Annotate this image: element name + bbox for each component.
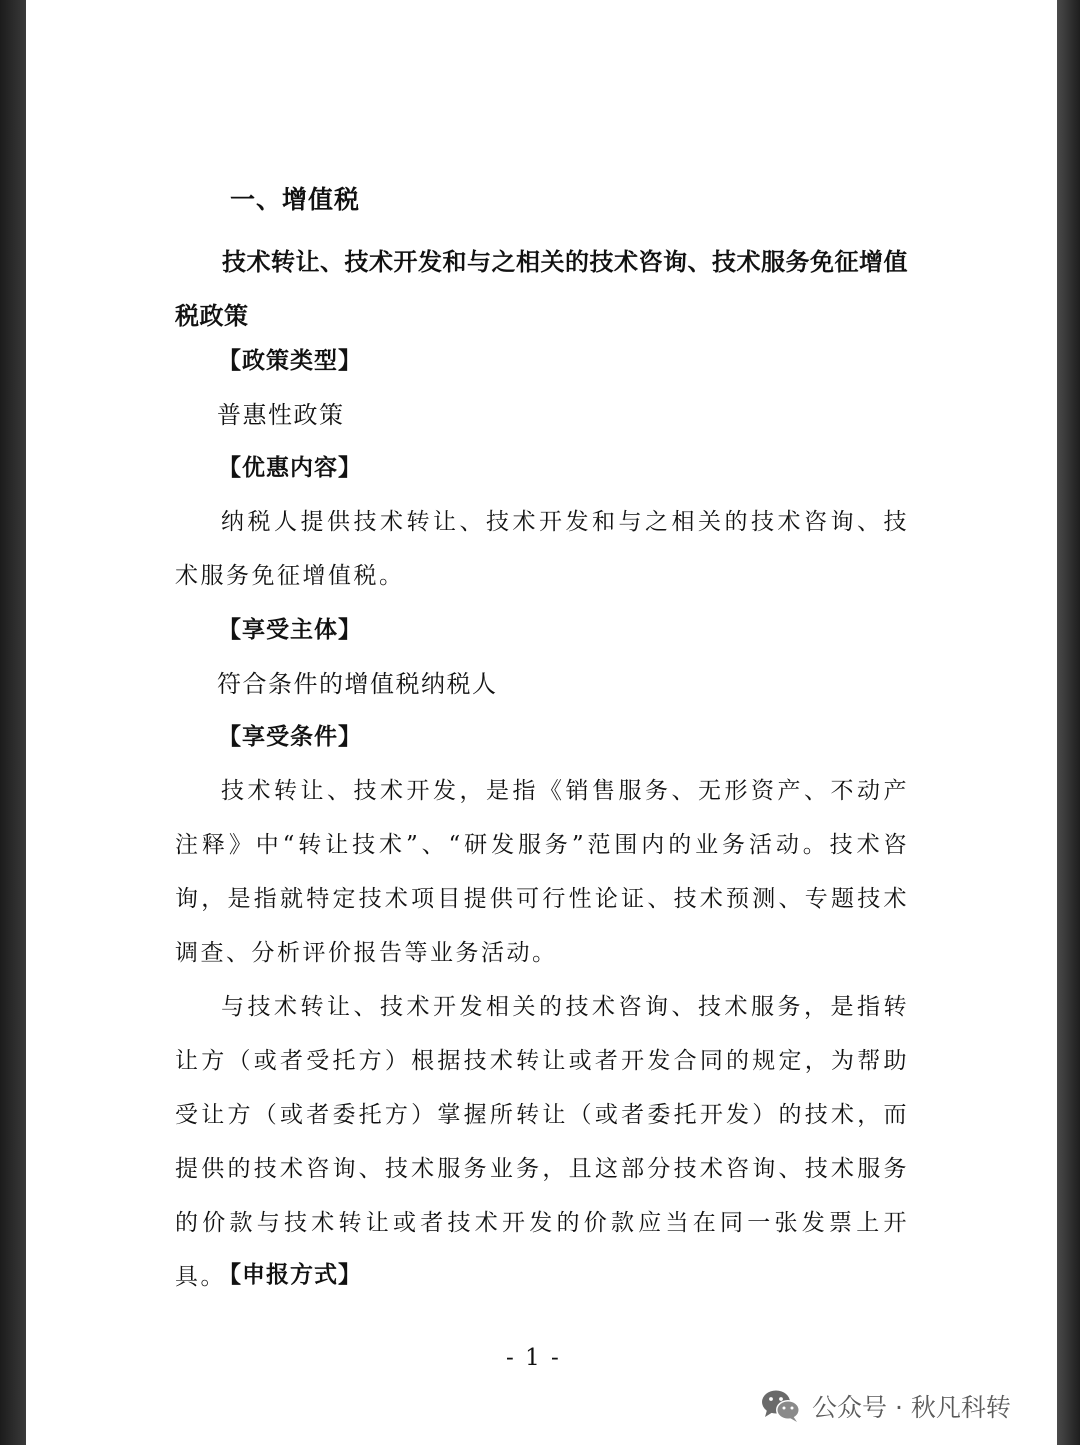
watermark-text: 公众号 · 秋凡科转 <box>812 1393 1011 1422</box>
eligible-subject-content: 符合条件的增值税纳税人 <box>217 670 498 698</box>
eligibility-conditions-paragraph-2: 与技术转让、技术开发相关的技术咨询、技术服务，是指转让方（或者受托方）根据技术转让或者开发合同的规定，为帮助受让方（或者委托方）掌握所转让（或者委托开发）的技术，而提供的技术咨询、技术服务业务，且这部分技术咨询、技术服务的价款与技术转让或者技术开发的价款应当在同一张发票上开具。 <box>175 994 909 1290</box>
eligibility-conditions-paragraph-1: 技术转让、技术开发，是指《销售服务、无形资产、不动产注释》中“转让技术”、“研发服务”范围内的业务活动。技术咨询，是指就特定技术项目提供可行性论证、技术预测、专题技术调查、分析评价报告等业务活动。 <box>175 778 909 966</box>
policy-type-label: 【政策类型】 <box>218 348 362 374</box>
watermark <box>760 1384 1011 1428</box>
filing-method-label: 【申报方式】 <box>218 1262 362 1288</box>
left-page-edge <box>0 0 26 1445</box>
page-number: - 1 - <box>506 1345 561 1371</box>
policy-type-content: 普惠性政策 <box>217 401 345 429</box>
document-page <box>26 0 1057 1445</box>
policy-title: 技术转让、技术开发和与之相关的技术咨询、技术服务免征增值税政策 <box>175 248 908 330</box>
section-heading: 一、增值税 <box>230 185 361 214</box>
eligibility-conditions-label: 【享受条件】 <box>218 724 362 750</box>
benefit-content-text: 纳税人提供技术转让、技术开发和与之相关的技术咨询、技术服务免征增值税。 <box>175 509 909 589</box>
benefit-content-label: 【优惠内容】 <box>218 455 362 481</box>
wechat-icon <box>760 1388 802 1424</box>
right-page-edge <box>1057 0 1080 1445</box>
eligible-subject-label: 【享受主体】 <box>218 617 362 643</box>
